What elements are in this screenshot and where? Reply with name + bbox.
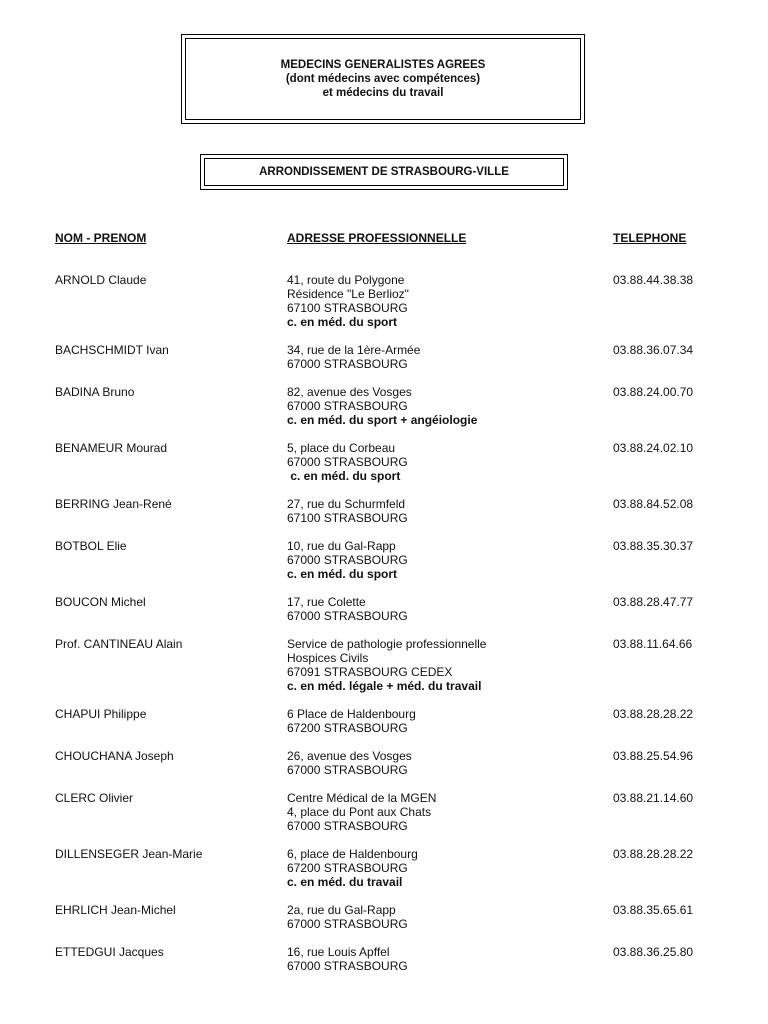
address-line: Service de pathologie professionnelle bbox=[287, 637, 487, 651]
doctor-phone: 03.88.24.00.70 bbox=[613, 385, 694, 399]
doctor-name: ETTEDGUI Jacques bbox=[55, 945, 164, 959]
doctor-address bbox=[287, 749, 412, 777]
column-header-phone: TELEPHONE bbox=[613, 231, 687, 245]
doctor-name: BOUCON Michel bbox=[55, 595, 146, 609]
doctor-phone: 03.88.44.38.38 bbox=[613, 273, 694, 287]
doctor-phone: 03.88.28.28.22 bbox=[613, 707, 694, 721]
address-line: 67100 STRASBOURG bbox=[287, 301, 408, 315]
doctor-address bbox=[287, 637, 486, 693]
column-header-address: ADRESSE PROFESSIONNELLE bbox=[287, 231, 467, 245]
address-line: 67100 STRASBOURG bbox=[287, 511, 408, 525]
doctor-name: EHRLICH Jean-Michel bbox=[55, 903, 176, 917]
title-line-2: (dont médecins avec compétences) bbox=[285, 73, 481, 85]
address-line: 6 Place de Haldenbourg bbox=[287, 707, 416, 721]
doctor-phone: 03.88.28.47.77 bbox=[613, 595, 694, 609]
address-line: 67000 STRASBOURG bbox=[287, 553, 408, 567]
doctor-name: BOTBOL Elie bbox=[55, 539, 127, 553]
address-line: 67091 STRASBOURG CEDEX bbox=[287, 665, 453, 679]
district-title: ARRONDISSEMENT DE STRASBOURG-VILLE bbox=[204, 158, 564, 186]
doctor-address bbox=[287, 945, 408, 973]
doctor-phone: 03.88.25.54.96 bbox=[613, 749, 694, 763]
column-header-name: NOM - PRENOM bbox=[55, 231, 147, 245]
address-line: 67200 STRASBOURG bbox=[287, 861, 408, 875]
address-line: 6, place de Haldenbourg bbox=[287, 847, 418, 861]
competence-note: c. en méd. du sport bbox=[287, 469, 401, 483]
doctor-phone: 03.88.36.25.80 bbox=[613, 945, 694, 959]
doctor-address bbox=[287, 343, 420, 371]
doctor-address bbox=[287, 791, 436, 833]
doctor-phone: 03.88.35.30.37 bbox=[613, 539, 694, 553]
doctor-name: BERRING Jean-René bbox=[55, 497, 172, 511]
address-line: Centre Médical de la MGEN bbox=[287, 791, 437, 805]
competence-note: c. en méd. du sport bbox=[287, 567, 398, 581]
address-line: 67200 STRASBOURG bbox=[287, 721, 408, 735]
doctor-phone: 03.88.36.07.34 bbox=[613, 343, 694, 357]
doctor-name: BACHSCHMIDT Ivan bbox=[55, 343, 169, 357]
address-line: 82, avenue des Vosges bbox=[287, 385, 412, 399]
doctor-name: BENAMEUR Mourad bbox=[55, 441, 168, 455]
address-line: 4, place du Pont aux Chats bbox=[287, 805, 432, 819]
competence-note: c. en méd. du sport bbox=[287, 315, 398, 329]
doctor-phone: 03.88.21.14.60 bbox=[613, 791, 694, 805]
doctor-phone: 03.88.28.28.22 bbox=[613, 847, 694, 861]
address-line: Hospices Civils bbox=[287, 651, 369, 665]
doctor-name: Prof. CANTINEAU Alain bbox=[55, 637, 183, 651]
document-title-box bbox=[181, 34, 585, 124]
address-line: 34, rue de la 1ère-Armée bbox=[287, 343, 421, 357]
address-line: 27, rue du Schurmfeld bbox=[287, 497, 406, 511]
doctor-address bbox=[287, 847, 418, 889]
address-line: 67000 STRASBOURG bbox=[287, 455, 408, 469]
address-line: 26, avenue des Vosges bbox=[287, 749, 412, 763]
address-line: 41, route du Polygone bbox=[287, 273, 405, 287]
address-line: 10, rue du Gal-Rapp bbox=[287, 539, 396, 553]
doctor-phone: 03.88.35.65.61 bbox=[613, 903, 694, 917]
address-line: 17, rue Colette bbox=[287, 595, 366, 609]
address-line: 67000 STRASBOURG bbox=[287, 917, 408, 931]
district-title-box bbox=[200, 154, 568, 190]
address-line: 16, rue Louis Apffel bbox=[287, 945, 390, 959]
doctor-phone: 03.88.11.64.66 bbox=[613, 637, 693, 651]
competence-note: c. en méd. légale + méd. du travail bbox=[287, 679, 482, 693]
address-line: Résidence "Le Berlioz" bbox=[287, 287, 409, 301]
doctor-address bbox=[287, 539, 408, 581]
doctor-phone: 03.88.24.02.10 bbox=[613, 441, 694, 455]
address-line: 67000 STRASBOURG bbox=[287, 763, 408, 777]
address-line: 67000 STRASBOURG bbox=[287, 357, 408, 371]
doctor-address bbox=[287, 595, 408, 623]
address-line: 67000 STRASBOURG bbox=[287, 609, 408, 623]
competence-note: c. en méd. du sport + angéiologie bbox=[287, 413, 478, 427]
doctor-phone: 03.88.84.52.08 bbox=[613, 497, 694, 511]
address-line: 67000 STRASBOURG bbox=[287, 959, 408, 973]
doctor-address bbox=[287, 441, 408, 483]
doctor-address bbox=[287, 707, 416, 735]
competence-note: c. en méd. du travail bbox=[287, 875, 403, 889]
doctor-name: ARNOLD Claude bbox=[55, 273, 147, 287]
address-line: 2a, rue du Gal-Rapp bbox=[287, 903, 396, 917]
doctor-name: CHOUCHANA Joseph bbox=[55, 749, 174, 763]
doctor-name: DILLENSEGER Jean-Marie bbox=[55, 847, 203, 861]
doctor-address bbox=[287, 385, 477, 427]
address-line: 67000 STRASBOURG bbox=[287, 819, 408, 833]
doctor-address bbox=[287, 497, 408, 525]
doctor-name: CLERC Olivier bbox=[55, 791, 134, 805]
document-title bbox=[185, 38, 581, 120]
address-line: 5, place du Corbeau bbox=[287, 441, 396, 455]
doctor-name: CHAPUI Philippe bbox=[55, 707, 147, 721]
title-line-3: et médecins du travail bbox=[322, 87, 444, 99]
title-line-1: MEDECINS GENERALISTES AGREES bbox=[280, 59, 486, 71]
address-line: 67000 STRASBOURG bbox=[287, 399, 408, 413]
doctor-address bbox=[287, 273, 409, 329]
doctor-address bbox=[287, 903, 408, 931]
doctor-name: BADINA Bruno bbox=[55, 385, 135, 399]
